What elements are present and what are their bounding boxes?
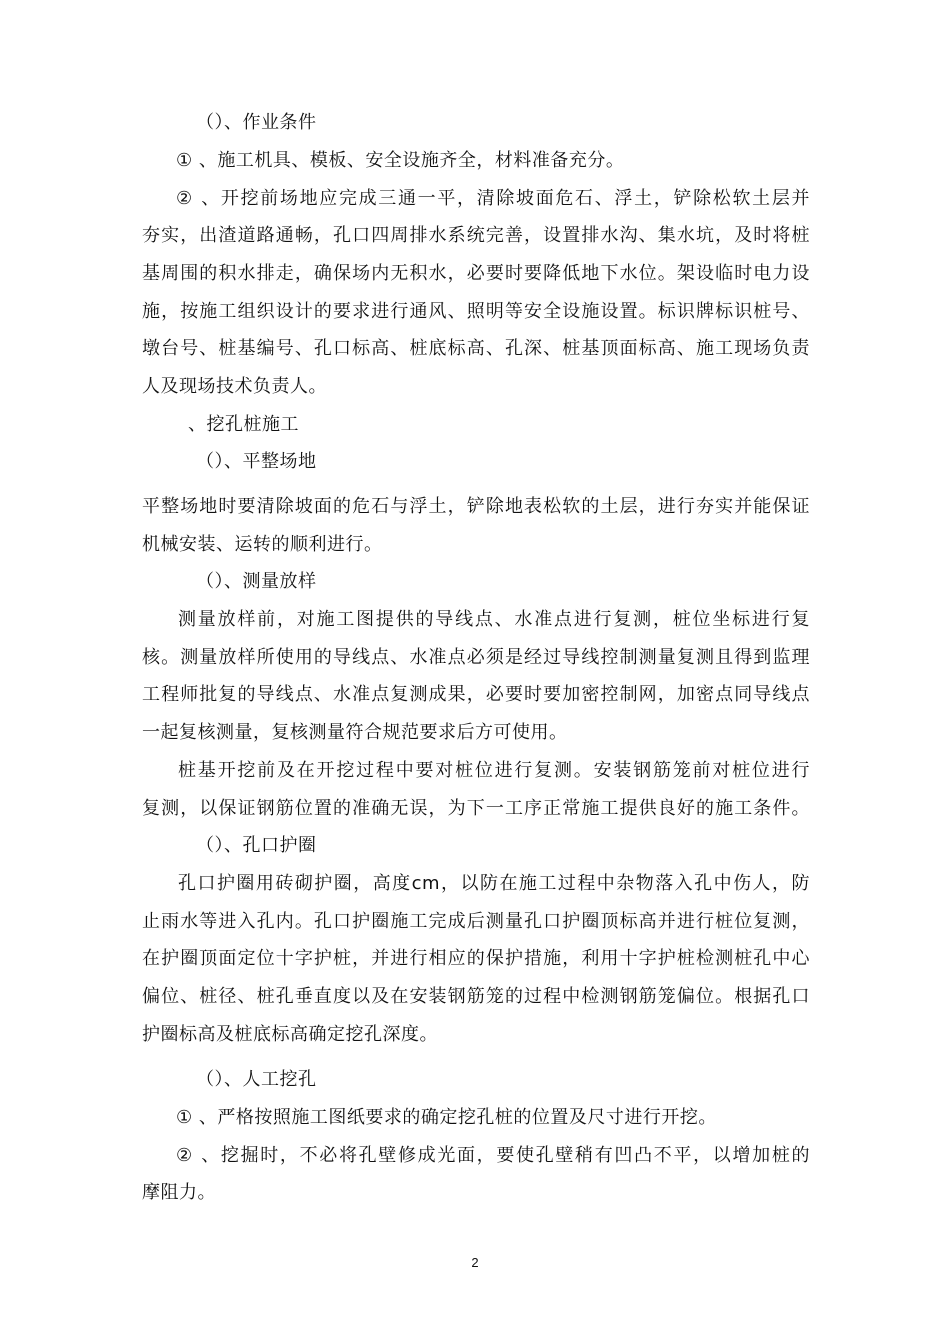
- paragraph-line: 施，按施工组织设计的要求进行通风、照明等安全设施设置。标识牌标识桩号、: [142, 301, 810, 322]
- paragraph-line: ① 、施工机具、模板、安全设施齐全，材料准备充分。: [176, 150, 625, 171]
- heading-pile-construction: 、挖孔桩施工: [188, 414, 299, 435]
- paragraph-line: 平整场地时要清除坡面的危石与浮土，铲除地表松软的土层，进行夯实并能保证: [142, 496, 810, 517]
- paragraph-line: 夯实，出渣道路通畅，孔口四周排水系统完善，设置排水沟、集水坑，及时将桩: [142, 225, 810, 246]
- paragraph-line: 护圈标高及桩底标高确定挖孔深度。: [142, 1024, 438, 1045]
- heading-surveying: （）、测量放样: [196, 571, 317, 592]
- paragraph-line: 摩阻力。: [142, 1182, 216, 1203]
- paragraph-line: 测量放样前，对施工图提供的导线点、水准点进行复测，桩位坐标进行复: [178, 609, 810, 630]
- paragraph-line: 核。测量放样所使用的导线点、水准点必须是经过导线控制测量复测且得到监理: [142, 647, 810, 668]
- heading-hole-collar: （）、孔口护圈: [196, 835, 317, 856]
- paragraph-line: 孔口护圈用砖砌护圈，高度cm，以防在施工过程中杂物落入孔中伤人，防: [178, 873, 810, 894]
- paragraph-line: ② 、开挖前场地应完成三通一平，清除坡面危石、浮土，铲除松软土层并: [176, 188, 810, 209]
- paragraph-line: 人及现场技术负责人。: [142, 376, 327, 397]
- paragraph-line: 偏位、桩径、桩孔垂直度以及在安装钢筋笼的过程中检测钢筋笼偏位。根据孔口: [142, 986, 810, 1007]
- paragraph-line: 基周围的积水排走，确保场内无积水，必要时要降低地下水位。架设临时电力设: [142, 263, 810, 284]
- paragraph-line: 止雨水等进入孔内。孔口护圈施工完成后测量孔口护圈顶标高并进行桩位复测，: [142, 911, 810, 932]
- page-number: 2: [471, 1255, 479, 1270]
- paragraph-line: ① 、严格按照施工图纸要求的确定挖孔桩的位置及尺寸进行开挖。: [176, 1107, 717, 1128]
- paragraph-line: 一起复核测量，复核测量符合规范要求后方可使用。: [142, 722, 568, 743]
- heading-site-leveling: （）、平整场地: [196, 451, 317, 472]
- heading-work-conditions: （）、作业条件: [196, 112, 317, 133]
- paragraph-line: 在护圈顶面定位十字护桩，并进行相应的保护措施，利用十字护桩检测桩孔中心: [142, 948, 810, 969]
- paragraph-line: 机械安装、运转的顺利进行。: [142, 534, 383, 555]
- paragraph-line: 桩基开挖前及在开挖过程中要对桩位进行复测。安装钢筋笼前对桩位进行: [178, 760, 810, 781]
- paragraph-line: 工程师批复的导线点、水准点复测成果，必要时要加密控制网，加密点同导线点: [142, 684, 810, 705]
- paragraph-line: 复测，以保证钢筋位置的准确无误，为下一工序正常施工提供良好的施工条件。: [142, 798, 810, 819]
- paragraph-line: ② 、挖掘时，不必将孔壁修成光面，要使孔壁稍有凹凸不平，以增加桩的: [176, 1145, 810, 1166]
- paragraph-line: 墩台号、桩基编号、孔口标高、桩底标高、孔深、桩基顶面标高、施工现场负责: [142, 338, 810, 359]
- heading-manual-excavation: （）、人工挖孔: [196, 1069, 317, 1090]
